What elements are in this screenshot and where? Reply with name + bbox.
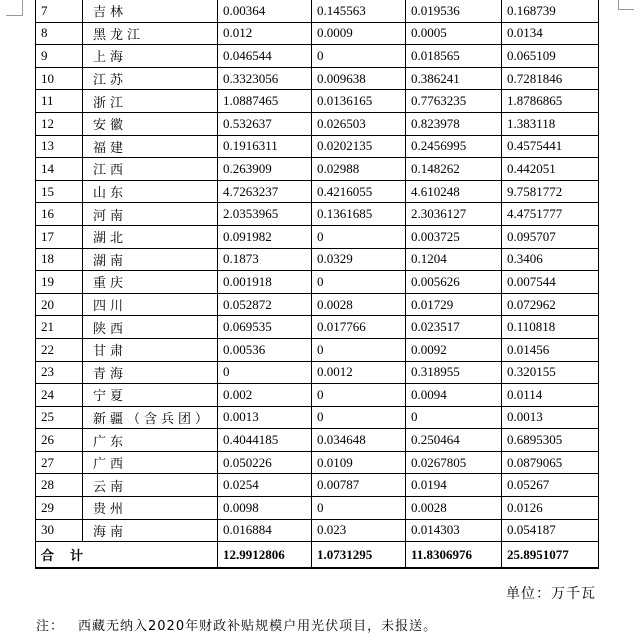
row-number-cell: 21 [36, 316, 83, 339]
capacity-table-body [36, 0, 599, 568]
row-number-cell: 29 [36, 497, 83, 520]
value-cell-1: 0.069535 [218, 316, 312, 339]
table-row [36, 384, 599, 407]
province-cell: 广东 [83, 429, 218, 452]
value-cell-2: 0.4216055 [312, 180, 406, 203]
row-number-cell: 10 [36, 67, 83, 90]
value-cell-3: 0.018565 [406, 45, 502, 68]
value-cell-1: 0.016884 [218, 519, 312, 542]
capacity-table [35, 0, 599, 569]
value-cell-1: 0.052872 [218, 293, 312, 316]
table-row [36, 406, 599, 429]
value-cell-4: 0.054187 [502, 519, 599, 542]
total-value-cell-1: 12.9912806 [218, 542, 312, 569]
value-cell-4: 0.442051 [502, 158, 599, 181]
row-number-cell: 11 [36, 90, 83, 113]
value-cell-2: 0.00787 [312, 474, 406, 497]
row-number-cell: 20 [36, 293, 83, 316]
province-cell: 海南 [83, 519, 218, 542]
province-cell: 安徽 [83, 112, 218, 135]
value-cell-3: 0.0028 [406, 497, 502, 520]
page-corner-left-horizontal [6, 15, 23, 16]
value-cell-3: 0.2456995 [406, 135, 502, 158]
value-cell-4: 0.072962 [502, 293, 599, 316]
value-cell-3: 0.0194 [406, 474, 502, 497]
province-cell: 青海 [83, 361, 218, 384]
value-cell-2: 0 [312, 338, 406, 361]
value-cell-3: 0.019536 [406, 0, 502, 22]
page-corner-right-horizontal [618, 9, 634, 10]
value-cell-2: 0.0329 [312, 248, 406, 271]
value-cell-2: 0 [312, 497, 406, 520]
province-cell: 浙江 [83, 90, 218, 113]
total-label-cell [36, 542, 218, 569]
value-cell-3: 0.005626 [406, 271, 502, 294]
value-cell-2: 0.034648 [312, 429, 406, 452]
value-cell-1: 0.1873 [218, 248, 312, 271]
value-cell-1: 0.001918 [218, 271, 312, 294]
value-cell-4: 0.0114 [502, 384, 599, 407]
value-cell-4: 0.007544 [502, 271, 599, 294]
row-number-cell: 27 [36, 451, 83, 474]
table-row [36, 497, 599, 520]
value-cell-2: 0.017766 [312, 316, 406, 339]
value-cell-3: 0.01729 [406, 293, 502, 316]
value-cell-1: 1.0887465 [218, 90, 312, 113]
value-cell-1: 0.3323056 [218, 67, 312, 90]
province-cell: 吉林 [83, 0, 218, 22]
value-cell-3: 0 [406, 406, 502, 429]
table-row [36, 135, 599, 158]
value-cell-1: 0.091982 [218, 225, 312, 248]
row-number-cell: 12 [36, 112, 83, 135]
table-row [36, 203, 599, 226]
value-cell-1: 0 [218, 361, 312, 384]
value-cell-4: 1.8786865 [502, 90, 599, 113]
value-cell-3: 0.0005 [406, 22, 502, 45]
value-cell-4: 0.0013 [502, 406, 599, 429]
value-cell-4: 0.0879065 [502, 451, 599, 474]
value-cell-2: 0.0028 [312, 293, 406, 316]
value-cell-4: 0.065109 [502, 45, 599, 68]
table-row [36, 316, 599, 339]
row-number-cell: 13 [36, 135, 83, 158]
value-cell-4: 0.6895305 [502, 429, 599, 452]
value-cell-4: 0.01456 [502, 338, 599, 361]
value-cell-2: 0.023 [312, 519, 406, 542]
value-cell-3: 0.1204 [406, 248, 502, 271]
value-cell-4: 0.320155 [502, 361, 599, 384]
total-label-second-char: 计 [70, 548, 84, 564]
row-number-cell: 22 [36, 338, 83, 361]
value-cell-4: 0.0126 [502, 497, 599, 520]
value-cell-3: 0.014303 [406, 519, 502, 542]
table-row [36, 451, 599, 474]
value-cell-4: 0.095707 [502, 225, 599, 248]
row-number-cell: 14 [36, 158, 83, 181]
value-cell-1: 0.002 [218, 384, 312, 407]
row-number-cell: 18 [36, 248, 83, 271]
value-cell-4: 0.7281846 [502, 67, 599, 90]
value-cell-4: 0.168739 [502, 0, 599, 22]
value-cell-2: 0.0109 [312, 451, 406, 474]
footnote-label: 注： [36, 619, 65, 634]
value-cell-3: 0.0267805 [406, 451, 502, 474]
value-cell-3: 0.148262 [406, 158, 502, 181]
value-cell-1: 0.4044185 [218, 429, 312, 452]
value-cell-4: 1.383118 [502, 112, 599, 135]
table-row [36, 225, 599, 248]
value-cell-2: 0 [312, 406, 406, 429]
value-cell-2: 0.026503 [312, 112, 406, 135]
value-cell-1: 0.0254 [218, 474, 312, 497]
value-cell-1: 4.7263237 [218, 180, 312, 203]
table-row [36, 271, 599, 294]
row-number-cell: 7 [36, 0, 83, 22]
value-cell-2: 0.0202135 [312, 135, 406, 158]
value-cell-2: 0.0009 [312, 22, 406, 45]
province-cell: 甘肃 [83, 338, 218, 361]
unit-label: 单位：万千瓦 [506, 586, 596, 602]
table-row [36, 112, 599, 135]
value-cell-3: 4.610248 [406, 180, 502, 203]
value-cell-2: 0.1361685 [312, 203, 406, 226]
value-cell-4: 9.7581772 [502, 180, 599, 203]
value-cell-1: 0.050226 [218, 451, 312, 474]
value-cell-1: 0.00536 [218, 338, 312, 361]
value-cell-1: 0.532637 [218, 112, 312, 135]
row-number-cell: 26 [36, 429, 83, 452]
value-cell-2: 0 [312, 271, 406, 294]
province-cell: 湖北 [83, 225, 218, 248]
row-number-cell: 24 [36, 384, 83, 407]
value-cell-3: 0.318955 [406, 361, 502, 384]
province-cell: 上海 [83, 45, 218, 68]
row-number-cell: 17 [36, 225, 83, 248]
value-cell-3: 0.0092 [406, 338, 502, 361]
total-label-first-char: 合 [41, 548, 55, 564]
province-cell: 陕西 [83, 316, 218, 339]
total-row [36, 542, 599, 569]
table-row [36, 474, 599, 497]
value-cell-3: 0.386241 [406, 67, 502, 90]
value-cell-2: 0 [312, 45, 406, 68]
table-row [36, 519, 599, 542]
value-cell-2: 0.009638 [312, 67, 406, 90]
value-cell-2: 0.145563 [312, 0, 406, 22]
value-cell-4: 0.110818 [502, 316, 599, 339]
province-cell: 江苏 [83, 67, 218, 90]
table-row [36, 338, 599, 361]
province-cell: 福建 [83, 135, 218, 158]
province-cell: 山东 [83, 180, 218, 203]
total-value-cell-3: 11.8306976 [406, 542, 502, 569]
table-row [36, 45, 599, 68]
value-cell-4: 4.4751777 [502, 203, 599, 226]
province-cell: 云南 [83, 474, 218, 497]
table-row [36, 0, 599, 22]
footnote [36, 615, 437, 634]
province-cell: 贵州 [83, 497, 218, 520]
province-cell: 四川 [83, 293, 218, 316]
row-number-cell: 16 [36, 203, 83, 226]
value-cell-1: 0.263909 [218, 158, 312, 181]
value-cell-1: 2.0353965 [218, 203, 312, 226]
value-cell-4: 0.0134 [502, 22, 599, 45]
province-cell: 广西 [83, 451, 218, 474]
value-cell-1: 0.012 [218, 22, 312, 45]
table-row [36, 90, 599, 113]
value-cell-2: 0.0012 [312, 361, 406, 384]
footnote-text: 西藏无纳入2020年财政补贴规模户用光伏项目，未报送。 [78, 619, 438, 634]
value-cell-4: 0.05267 [502, 474, 599, 497]
value-cell-2: 0.02988 [312, 158, 406, 181]
province-cell: 重庆 [83, 271, 218, 294]
row-number-cell: 15 [36, 180, 83, 203]
value-cell-2: 0 [312, 384, 406, 407]
table-row [36, 429, 599, 452]
province-cell: 黑龙江 [83, 22, 218, 45]
value-cell-3: 0.003725 [406, 225, 502, 248]
value-cell-4: 0.3406 [502, 248, 599, 271]
value-cell-1: 0.0013 [218, 406, 312, 429]
value-cell-3: 2.3036127 [406, 203, 502, 226]
province-cell: 河南 [83, 203, 218, 226]
row-number-cell: 19 [36, 271, 83, 294]
page-corner-left-vertical [22, 0, 23, 16]
table-row [36, 22, 599, 45]
table-row [36, 248, 599, 271]
total-value-cell-4: 25.8951077 [502, 542, 599, 569]
value-cell-3: 0.823978 [406, 112, 502, 135]
row-number-cell: 23 [36, 361, 83, 384]
province-cell: 宁夏 [83, 384, 218, 407]
value-cell-1: 0.1916311 [218, 135, 312, 158]
value-cell-2: 0.0136165 [312, 90, 406, 113]
value-cell-2: 0 [312, 225, 406, 248]
row-number-cell: 30 [36, 519, 83, 542]
value-cell-3: 0.0094 [406, 384, 502, 407]
value-cell-3: 0.250464 [406, 429, 502, 452]
row-number-cell: 28 [36, 474, 83, 497]
province-cell: 湖南 [83, 248, 218, 271]
row-number-cell: 25 [36, 406, 83, 429]
table-row [36, 361, 599, 384]
value-cell-1: 0.046544 [218, 45, 312, 68]
table-row [36, 293, 599, 316]
value-cell-1: 0.00364 [218, 0, 312, 22]
value-cell-1: 0.0098 [218, 497, 312, 520]
row-number-cell: 9 [36, 45, 83, 68]
value-cell-4: 0.4575441 [502, 135, 599, 158]
row-number-cell: 8 [36, 22, 83, 45]
table-row [36, 158, 599, 181]
total-value-cell-2: 1.0731295 [312, 542, 406, 569]
table-row [36, 180, 599, 203]
table-row [36, 67, 599, 90]
province-cell: 江西 [83, 158, 218, 181]
value-cell-3: 0.023517 [406, 316, 502, 339]
province-cell: 新疆（含兵团） [83, 406, 218, 429]
value-cell-3: 0.7763235 [406, 90, 502, 113]
